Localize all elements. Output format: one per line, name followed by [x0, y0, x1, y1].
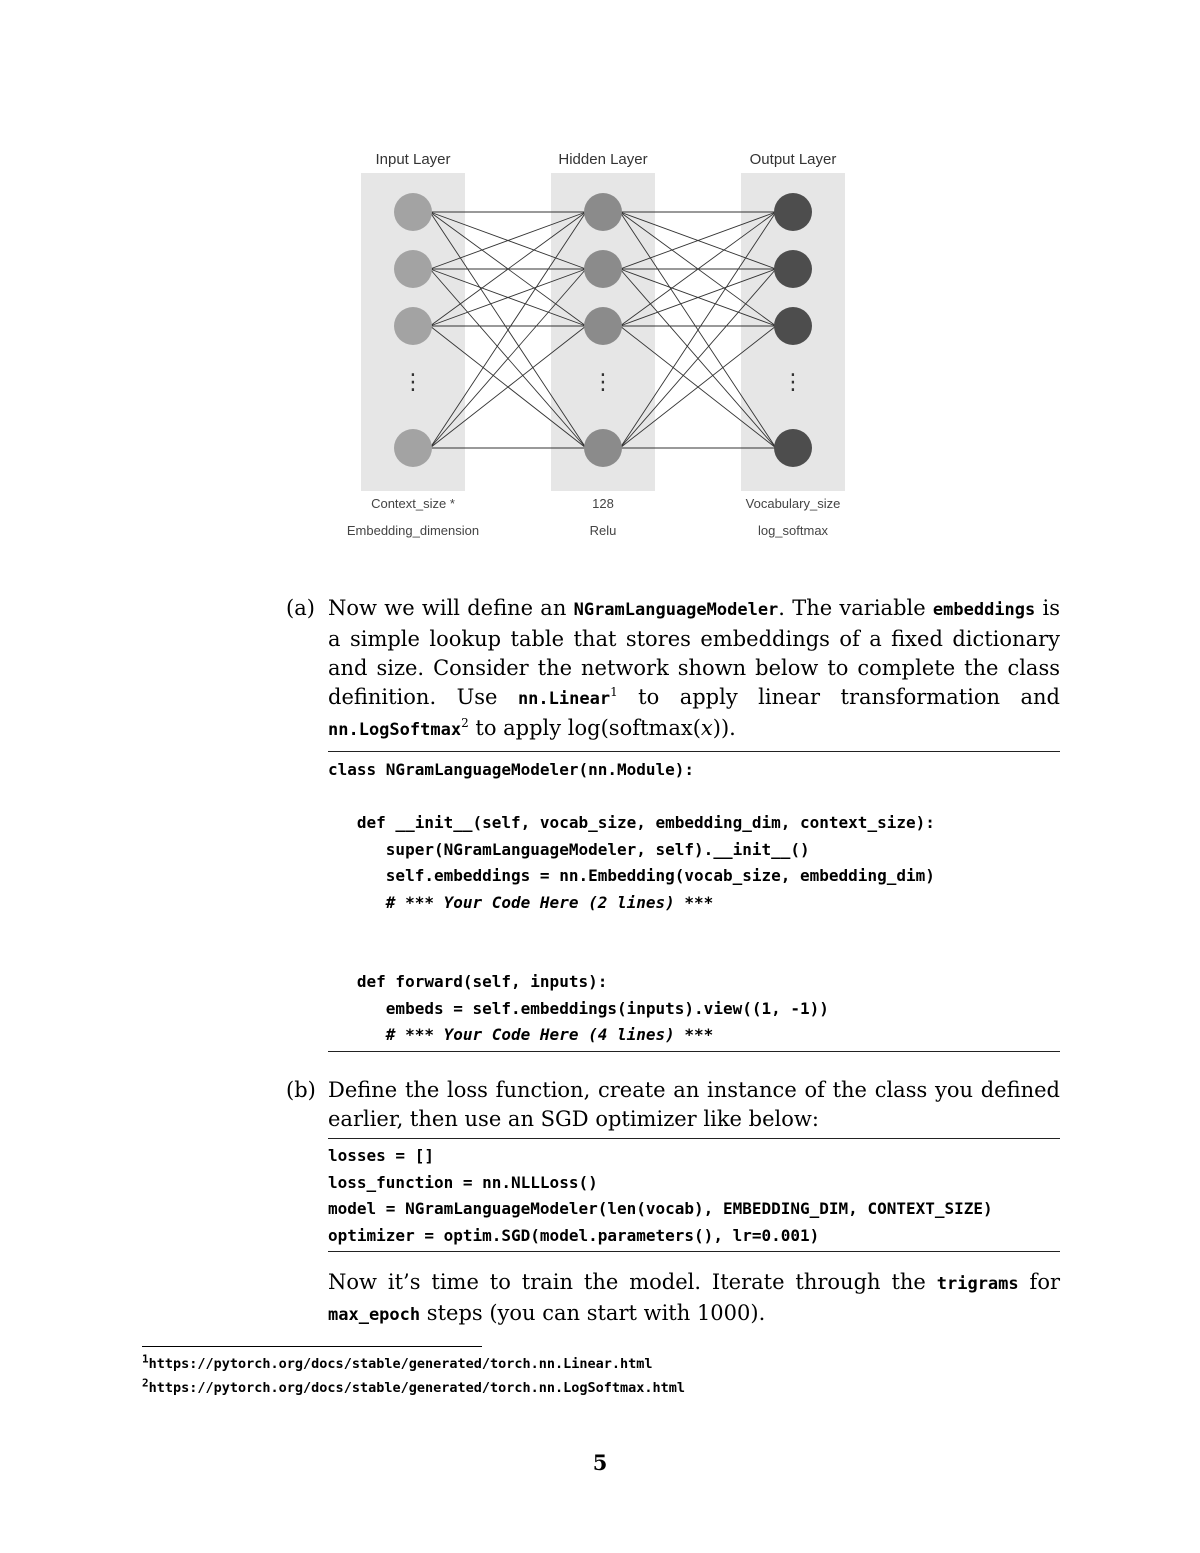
item-a-text — [328, 594, 1060, 745]
item-a-text-2: . The variable — [778, 596, 933, 620]
after-text-2: for — [1018, 1270, 1060, 1294]
footnote-2-number: 2 — [142, 1376, 149, 1390]
code-block-rule-bottom — [328, 1051, 1060, 1052]
code-line: embeds = self.embeddings(inputs).view((1, -1)) — [328, 998, 829, 1018]
neuron — [584, 193, 622, 231]
footnote-ref-2[interactable]: 2 — [461, 716, 469, 730]
item-a-text-5: to apply log(softmax( — [468, 716, 701, 740]
neuron — [394, 193, 432, 231]
ellipsis: ⋮ — [592, 370, 614, 395]
ellipsis: ⋮ — [782, 370, 804, 395]
after-code-1: trigrams — [936, 1274, 1019, 1294]
layer-title: Input Layer — [375, 151, 451, 168]
code-line: losses = [] — [328, 1146, 434, 1165]
layer-activation-label: log_softmax — [757, 523, 829, 538]
code-line: def __init__(self, vocab_size, embedding_dim, context_size): — [328, 813, 935, 832]
neuron — [774, 307, 812, 345]
code-line: def forward(self, inputs): — [328, 972, 608, 991]
neuron — [584, 307, 622, 345]
code-block-a — [328, 752, 1060, 1051]
layer-size-label: 128 — [592, 496, 614, 511]
footnote-ref-1[interactable]: 1 — [610, 685, 618, 699]
ellipsis: ⋮ — [402, 370, 424, 395]
neuron — [394, 250, 432, 288]
code-block-rule-bottom — [328, 1251, 1060, 1252]
item-a-text-6: )). — [712, 716, 736, 740]
item-a-code-1: NGramLanguageModeler — [573, 600, 779, 620]
code-line: self.embeddings = nn.Embedding(vocab_size, embedding_dim) — [328, 866, 935, 885]
code-line: # *** Your Code Here (4 lines) *** — [328, 1025, 714, 1044]
item-a-text-4: to apply linear transformation and — [617, 685, 1060, 709]
neuron — [774, 193, 812, 231]
code-line: model = NGramLanguageModeler(len(vocab), EMBEDDING_DIM, CONTEXT_SIZE) — [328, 1199, 993, 1218]
item-a-code-2: embeddings — [932, 600, 1036, 620]
page-number: 5 — [592, 1450, 608, 1475]
after-text-1: Now it’s time to train the model. Iterate through the — [328, 1270, 937, 1294]
code-line: super(NGramLanguageModeler, self).__init__() — [328, 839, 810, 859]
footnote-rule — [142, 1346, 482, 1347]
code-line: loss_function = nn.NLLLoss() — [328, 1172, 598, 1192]
layer-title: Hidden Layer — [558, 151, 648, 168]
footnote-1-url[interactable]: https://pytorch.org/docs/stable/generated/torch.nn.Linear.html — [148, 1356, 653, 1372]
item-a-label: (a) — [286, 596, 315, 620]
item-b-text: Define the loss function, create an instance of the class you defined earlier, then use an SGD optimizer like below: — [328, 1078, 1060, 1131]
code-block-b — [328, 1139, 1060, 1251]
footnote-1[interactable] — [142, 1352, 1042, 1376]
neuron — [584, 429, 622, 467]
code-line: class NGramLanguageModeler(nn.Module): — [328, 760, 695, 779]
item-b-after-text — [328, 1268, 1060, 1330]
neuron — [774, 429, 812, 467]
after-code-2: max_epoch — [328, 1305, 421, 1325]
item-b-label: (b) — [286, 1078, 316, 1102]
item-a-text-1: Now we will define an — [328, 596, 574, 620]
code-line: optimizer = optim.SGD(model.parameters(), lr=0.001) — [328, 1225, 820, 1245]
item-b-body — [328, 1076, 1060, 1330]
item-a-text-3: is a simple lookup table that stores embeddings of a fixed dictionary and size. Consider the network shown below to complete the class definition. Use — [328, 596, 1060, 709]
network-diagram — [300, 130, 900, 550]
neuron — [394, 429, 432, 467]
code-line: # *** Your Code Here (2 lines) *** — [328, 892, 714, 912]
footnote-1-number: 1 — [142, 1352, 149, 1366]
footnote-2-url[interactable]: https://pytorch.org/docs/stable/generated/torch.nn.LogSoftmax.html — [148, 1380, 686, 1396]
layer-size-label: Context_size * — [371, 496, 455, 511]
footnote-2[interactable] — [142, 1376, 1042, 1400]
layer-activation-label: Relu — [589, 523, 617, 538]
item-a-code-4: nn.LogSoftmax — [328, 720, 462, 740]
neuron — [774, 250, 812, 288]
math-x: x — [700, 716, 713, 740]
layer-size-label: Vocabulary_size — [745, 496, 841, 511]
neuron — [584, 250, 622, 288]
item-a-code-3: nn.Linear — [517, 689, 611, 709]
layer-title: Output Layer — [749, 151, 837, 168]
after-text-3: steps (you can start with 1000). — [420, 1301, 766, 1325]
item-a-body — [328, 594, 1060, 1052]
neuron — [394, 307, 432, 345]
layer-activation-label: Embedding_dimension — [346, 523, 480, 538]
footnotes — [142, 1346, 1042, 1400]
